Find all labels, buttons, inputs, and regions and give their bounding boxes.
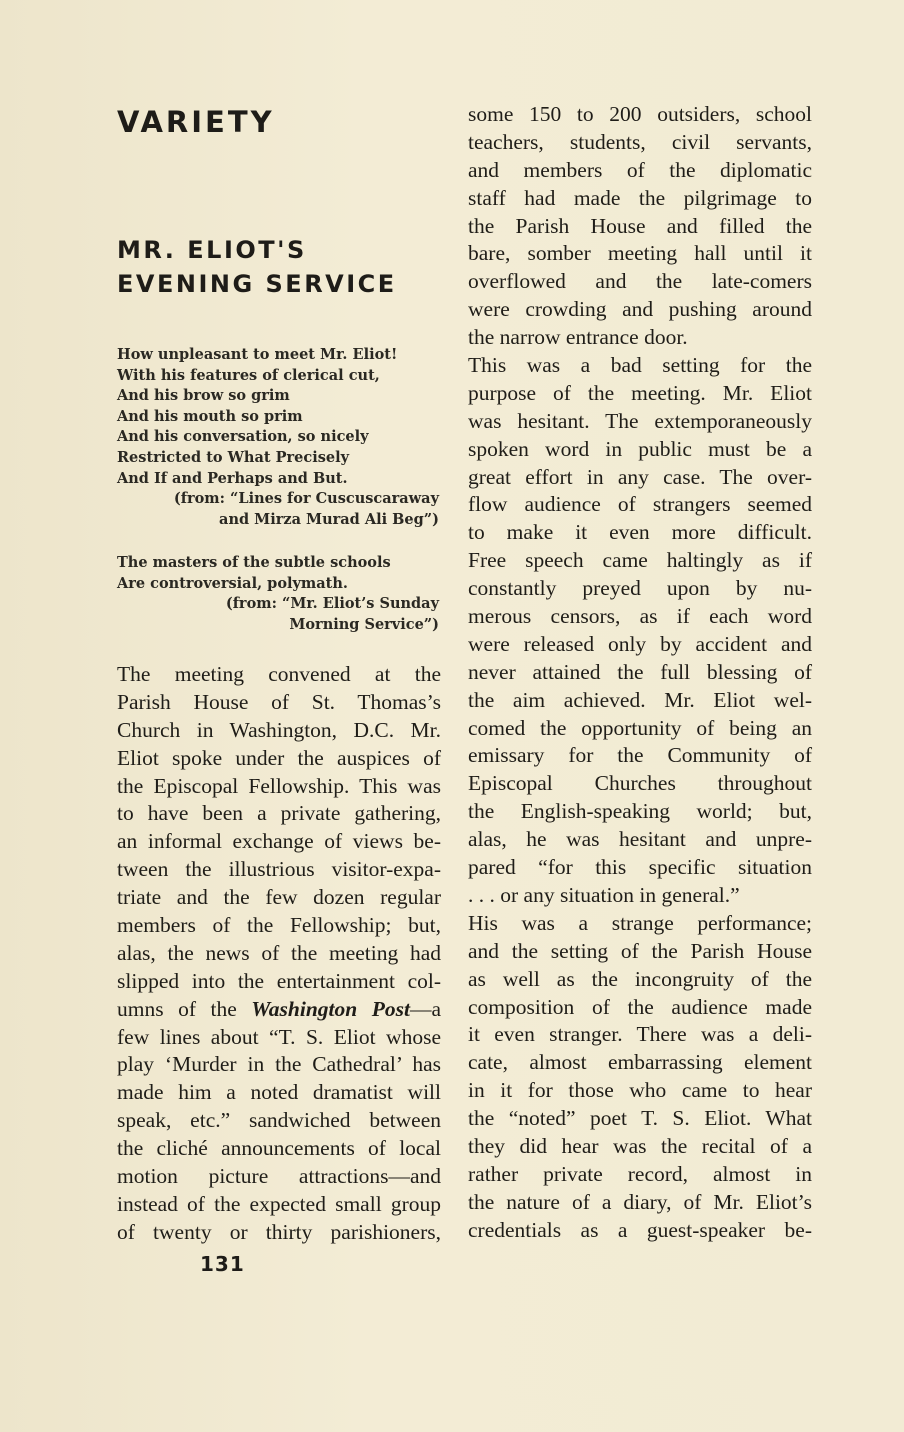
text-line: slipped into the entertainment col-: [117, 968, 441, 993]
text-line: flow audience of strangers seemed: [468, 492, 812, 517]
text-line: . . . or any situation in general.”: [468, 882, 740, 907]
verse-attribution: Morning Service”): [289, 615, 439, 633]
text-line: constantly preyed upon by nu-: [468, 576, 812, 601]
text-line: they did hear was the recital of a: [468, 1133, 812, 1158]
text-line: was hesitant. The extemporaneously: [468, 408, 812, 433]
text-line: alas, the news of the meeting had: [117, 940, 441, 965]
verse-line: Restricted to What Precisely: [117, 448, 350, 466]
text-line: were crowding and pushing around: [468, 297, 812, 322]
text-line: play ‘Murder in the Cathedral’ has: [117, 1052, 441, 1077]
text-line: the Parish House and filled the: [468, 213, 812, 238]
verse-attribution: and Mirza Murad Ali Beg”): [219, 510, 439, 528]
text-line: composition of the audience made: [468, 994, 812, 1019]
text-line: the aim achieved. Mr. Eliot wel-: [468, 687, 812, 712]
text-line: cate, almost embarrassing element: [468, 1050, 812, 1075]
verse-line: How unpleasant to meet Mr. Eliot!: [117, 346, 398, 363]
text-line: tween the illustrious visitor-expa-: [117, 857, 441, 882]
text-line: emissary for the Community of: [468, 743, 812, 768]
article-title: MR. ELIOT'S EVENING SERVICE: [117, 236, 397, 298]
verse-line: Are controversial, polymath.: [117, 574, 348, 592]
text-line: the cliché announcements of local: [117, 1136, 441, 1161]
text-line: instead of the expected small group: [117, 1191, 441, 1216]
text-line: the English-speaking world; but,: [468, 799, 812, 824]
text-line: bare, somber meeting hall until it: [468, 241, 812, 266]
text-line: purpose of the meeting. Mr. Eliot: [468, 380, 812, 405]
text-line: the “noted” poet T. S. Eliot. What: [468, 1106, 812, 1131]
text-line: The meeting convened at the: [117, 662, 441, 686]
text-line: This was a bad setting for the: [468, 353, 812, 378]
text-line: teachers, students, civil servants,: [468, 129, 812, 154]
text-segment: —a: [409, 996, 441, 1021]
text-line: made him a noted dramatist will: [117, 1080, 441, 1105]
verse-line: With his features of clerical cut,: [117, 366, 380, 384]
text-line: to have been a private gathering,: [117, 801, 441, 826]
text-line: [117, 996, 441, 1024]
text-line: some 150 to 200 outsiders, school: [468, 102, 812, 126]
text-line: few lines about “T. S. Eliot whose: [117, 1024, 441, 1049]
text-line: the nature of a diary, of Mr. Eliot’s: [468, 1189, 812, 1214]
verse-line: And his conversation, so nicely: [117, 428, 369, 446]
text-line: credentials as a guest-speaker be-: [468, 1217, 812, 1242]
text-line: His was a strange performance;: [468, 910, 812, 935]
text-line: spoken word in public must be a: [468, 436, 812, 461]
text-line: members of the Fellowship; but,: [117, 913, 441, 938]
text-line: pared “for this specific situation: [468, 855, 812, 880]
text-line: merous censors, as if each word: [468, 604, 812, 629]
text-line: rather private record, almost in: [468, 1161, 812, 1186]
text-line: triate and the few dozen regular: [117, 885, 441, 910]
text-line: in it for those who came to hear: [468, 1078, 812, 1103]
text-line: speak, etc.” sandwiched between: [117, 1108, 441, 1133]
text-line: the Episcopal Fellowship. This was: [117, 773, 441, 798]
text-line: overflowed and the late-comers: [468, 269, 812, 294]
verse-attribution: (from: “Mr. Eliot’s Sunday: [225, 595, 439, 613]
body-text-left-column: [117, 661, 441, 1247]
page-number: 131: [200, 1252, 245, 1276]
text-line: never attained the full blessing of: [468, 659, 812, 684]
text-line: great effort in any case. The over-: [468, 464, 812, 489]
verse-line: And his brow so grim: [117, 387, 290, 405]
epigraph-verse-2: [117, 553, 447, 635]
text-line: to make it even more difficult.: [468, 520, 812, 545]
text-line: and the setting of the Parish House: [468, 938, 812, 963]
text-line: Free speech came haltingly as if: [468, 548, 812, 573]
text-line: Church in Washington, D.C. Mr.: [117, 717, 441, 742]
text-line: Episcopal Churches throughout: [468, 771, 812, 796]
text-segment: umns of the: [117, 996, 252, 1021]
text-line: Eliot spoke under the auspices of: [117, 745, 441, 770]
epigraph-verse-1: [117, 345, 447, 530]
verse-line: The masters of the subtle schools: [117, 554, 391, 571]
text-line: alas, he was hesitant and unpre-: [468, 827, 812, 852]
newspaper-title: Washington Post: [251, 996, 410, 1021]
verse-line: And his mouth so prim: [117, 407, 303, 425]
text-line: were released only by accident and: [468, 631, 812, 656]
text-line: Parish House of St. Thomas’s: [117, 689, 441, 714]
text-line: and members of the diplomatic: [468, 157, 812, 182]
section-label: VARIETY: [117, 105, 275, 139]
text-line: of twenty or thirty parishioners,: [117, 1219, 441, 1244]
body-text-right-column: [468, 101, 812, 1245]
verse-line: And If and Perhaps and But.: [117, 469, 348, 487]
text-line: motion picture attractions—and: [117, 1164, 441, 1189]
text-line: comed the opportunity of being an: [468, 715, 812, 740]
text-line: the narrow entrance door.: [468, 325, 688, 350]
text-line: it even stranger. There was a deli-: [468, 1022, 812, 1047]
text-line: as well as the incongruity of the: [468, 966, 812, 991]
text-line: staff had made the pilgrimage to: [468, 185, 812, 210]
text-line: an informal exchange of views be-: [117, 829, 441, 854]
verse-attribution: (from: “Lines for Cuscuscaraway: [173, 490, 439, 508]
